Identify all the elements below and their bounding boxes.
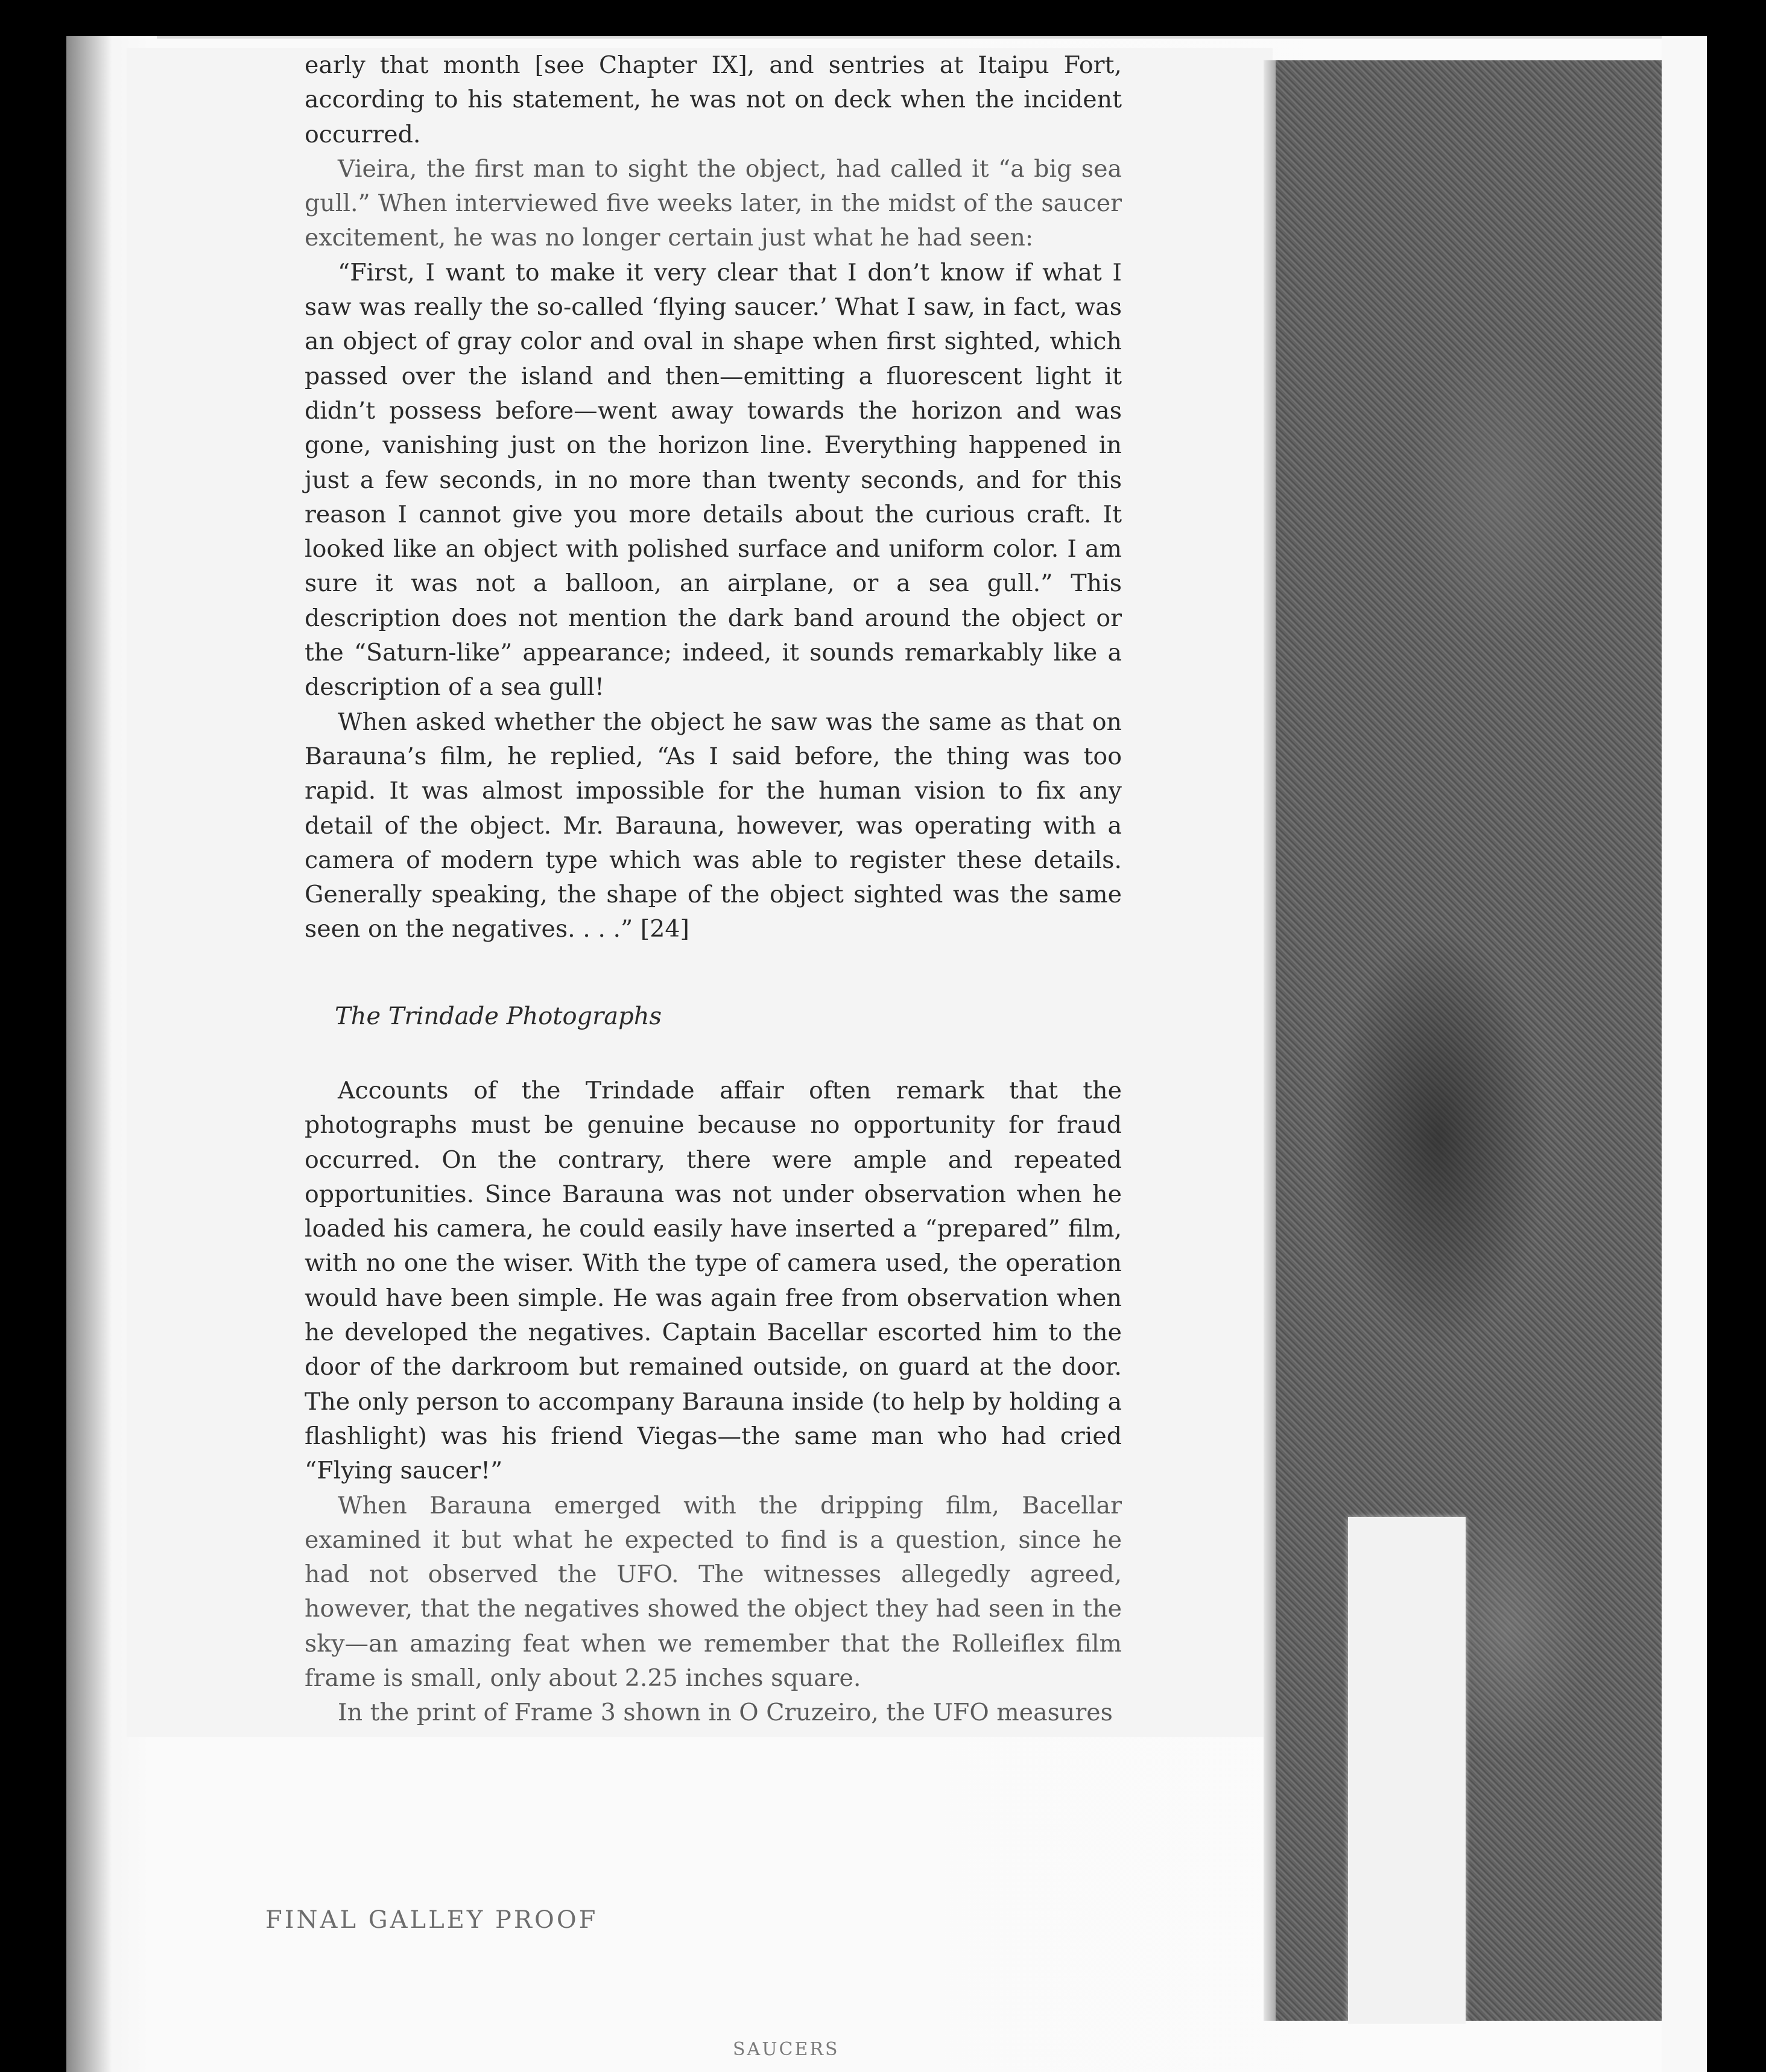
light-paper-patch — [1348, 1517, 1466, 2024]
paragraph: In the print of Frame 3 shown in O Cruzeiro, the UFO measures — [338, 1699, 1113, 1727]
dark-photo-strip — [1276, 60, 1662, 2021]
text-block-top — [305, 48, 1122, 947]
paragraph: Accounts of the Trindade affair often remark that the photographs must be genuine because no opportunity for fraud occurred. On the contrary, there were ample and repeated opportunities. Since Barauna was not under observation when he loaded his camera, he could easily have inserted a “prepared” film, with no one the wiser. With the type of camera used, the operation would have been simple. He was again free from observation when he developed the negatives. Captain Bacellar escorted him to the door of the darkroom but remained outside, on guard at the door. The only person to accompany Barauna inside (to help by holding a flashlight) was his friend Viegas—the same man who had cried “Flying saucer!” — [305, 1077, 1122, 1485]
galley-proof-stamp: FINAL GALLEY PROOF — [265, 1906, 598, 1934]
footer-fragment: SAUCERS — [733, 2039, 840, 2060]
sheet-top-edge — [157, 36, 1701, 39]
sheet-left-shadow — [66, 36, 112, 2072]
paragraph: When asked whether the object he saw was the same as that on Barauna’s film, he replied, “As I said before, the thing was too rapid. It was almost impossible for the human vision to fix any detail of the object. Mr. Barauna, however, was operating with a camera of modern type which was able to register these details. Generally speaking, the shape of the object sighted was the same seen on the negatives. . . .” [24] — [305, 708, 1122, 943]
section-heading: The Trindade Photographs — [335, 1003, 662, 1030]
paragraph: early that month [see Chapter IX], and sentries at Itaipu Fort, according to his statement, he was not on deck when the incident occurred. — [305, 51, 1122, 148]
paragraph: “First, I want to make it very clear that I don’t know if what I saw was really the so-called ‘flying saucer.’ What I saw, in fact, was an object of gray color and oval in shape when first sighted, which passed over the island and then—emitting a fluorescent light it didn’t possess before—went away towards the horizon and was gone, vanishing just on the horizon line. Everything happened in just a few seconds, in no more than twenty seconds, and for this reason I cannot give you more details about the curious craft. It looked like an object with polished surface and uniform color. I am sure it was not a balloon, an airplane, or a sea gull.” This description does not mention the dark band around the object or the “Saturn-like” appearance; indeed, it sounds remarkably like a description of a sea gull! — [305, 258, 1122, 702]
text-block-bottom — [305, 1074, 1122, 1731]
paragraph: Vieira, the first man to sight the object, had called it “a big sea gull.” When interviewed five weeks later, in the midst of the saucer excitement, he was no longer certain just what he had seen: — [305, 154, 1122, 252]
sheet-right-margin — [1662, 36, 1707, 2072]
paragraph: When Barauna emerged with the dripping film, Bacellar examined it but what he expected to find is a question, since he had not observed the UFO. The witnesses allegedly agreed, however, that the negatives showed the object they had seen in the sky—an amazing feat when we remember that the Rolleiflex film frame is small, only about 2.25 inches square. — [305, 1491, 1122, 1693]
